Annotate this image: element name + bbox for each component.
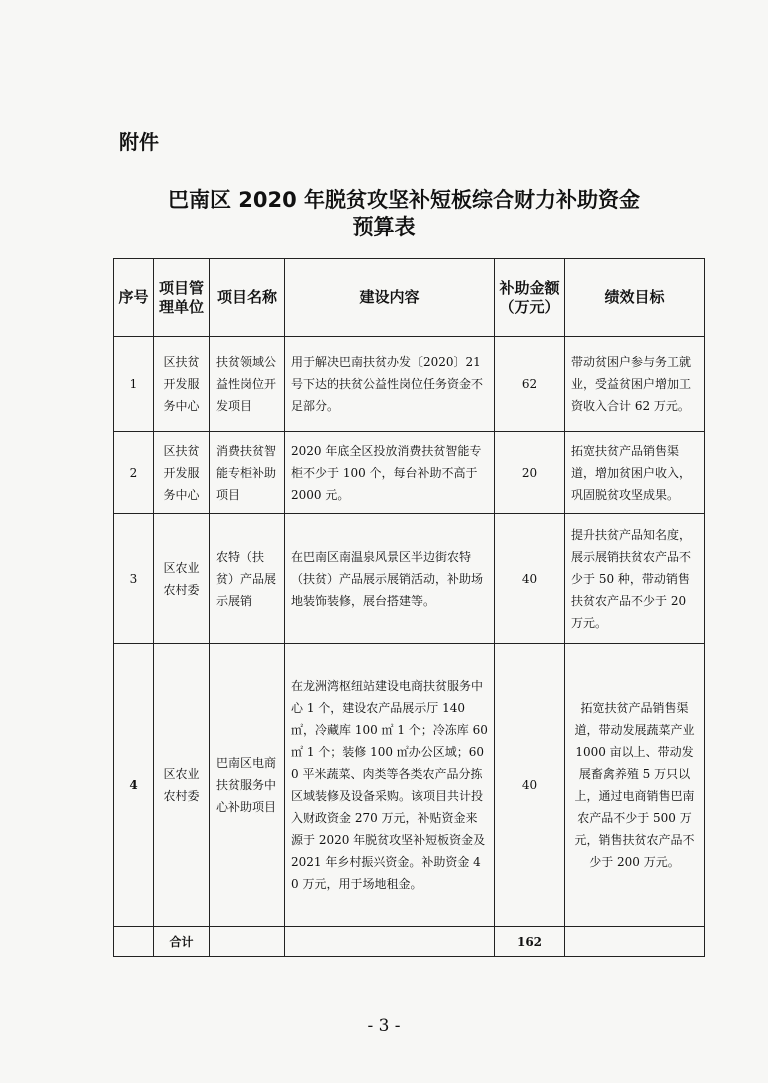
total-no — [114, 927, 154, 957]
total-goal — [565, 927, 705, 957]
row-unit: 区农业农村委 — [154, 514, 210, 644]
document-subtitle: 预算表 — [352, 215, 416, 239]
row-name: 扶贫领域公益性岗位开发项目 — [210, 337, 285, 432]
header-content: 建设内容 — [285, 259, 495, 337]
header-no: 序号 — [114, 259, 154, 337]
row-no: 2 — [114, 432, 154, 514]
row-unit: 区农业农村委 — [154, 644, 210, 927]
table-header-row — [114, 259, 705, 337]
total-name — [210, 927, 285, 957]
row-amount: 40 — [495, 514, 565, 644]
table-row — [114, 337, 705, 432]
attachment-label: 附件 — [119, 130, 159, 154]
table-row — [114, 644, 705, 927]
total-content — [285, 927, 495, 957]
row-amount: 40 — [495, 644, 565, 927]
row-goal: 提升扶贫产品知名度，展示展销扶贫农产品不少于 50 种，带动销售扶贫农产品不少于 20 万元。 — [565, 514, 705, 644]
budget-table — [113, 258, 705, 957]
row-amount: 62 — [495, 337, 565, 432]
row-amount: 20 — [495, 432, 565, 514]
row-content: 在巴南区南温泉风景区半边街农特（扶贫）产品展示展销活动，补助场地装饰装修，展台搭建等。 — [285, 514, 495, 644]
total-label: 合计 — [154, 927, 210, 957]
row-no: 4 — [114, 644, 154, 927]
row-no: 3 — [114, 514, 154, 644]
header-unit: 项目管理单位 — [154, 259, 210, 337]
row-content: 用于解决巴南扶贫办发〔2020〕21 号下达的扶贫公益性岗位任务资金不足部分。 — [285, 337, 495, 432]
header-amount: 补助金额（万元） — [495, 259, 565, 337]
table-total-row — [114, 927, 705, 957]
row-content: 在龙洲湾枢纽站建设电商扶贫服务中心 1 个，建设农产品展示厅 140 ㎡，冷藏库 100 ㎡ 1 个；冷冻库 60 ㎡ 1 个；装修 100 ㎡办公区域；600 平米蔬菜、肉类等各类农产品分拣区域装修及设备采购。该项目共计投入财政资金 270 万元，补贴资金来源于 2020 年脱贫攻坚补短板资金及 2021 年乡村振兴资金。补助资金 40 万元，用于场地租金。 — [285, 644, 495, 927]
row-goal: 拓宽扶贫产品销售渠道，带动发展蔬菜产业 1000 亩以上、带动发展畜禽养殖 5 万只以上，通过电商销售巴南农产品不少于 500 万元，销售扶贫农产品不少于 200 万元。 — [565, 644, 705, 927]
row-unit: 区扶贫开发服务中心 — [154, 432, 210, 514]
row-no: 1 — [114, 337, 154, 432]
total-amount: 162 — [495, 927, 565, 957]
header-goal: 绩效目标 — [565, 259, 705, 337]
row-name: 消费扶贫智能专柜补助项目 — [210, 432, 285, 514]
row-goal: 带动贫困户参与务工就业，受益贫困户增加工资收入合计 62 万元。 — [565, 337, 705, 432]
table-row — [114, 514, 705, 644]
row-name: 农特（扶贫）产品展示展销 — [210, 514, 285, 644]
row-unit: 区扶贫开发服务中心 — [154, 337, 210, 432]
table-row — [114, 432, 705, 514]
row-content: 2020 年底全区投放消费扶贫智能专柜不少于 100 个，每台补助不高于 2000 元。 — [285, 432, 495, 514]
row-goal: 拓宽扶贫产品销售渠道，增加贫困户收入，巩固脱贫攻坚成果。 — [565, 432, 705, 514]
page-number: - 3 - — [367, 1016, 401, 1036]
document-title: 巴南区 2020 年脱贫攻坚补短板综合财力补助资金 — [167, 188, 641, 212]
header-name: 项目名称 — [210, 259, 285, 337]
row-name: 巴南区电商扶贫服务中心补助项目 — [210, 644, 285, 927]
